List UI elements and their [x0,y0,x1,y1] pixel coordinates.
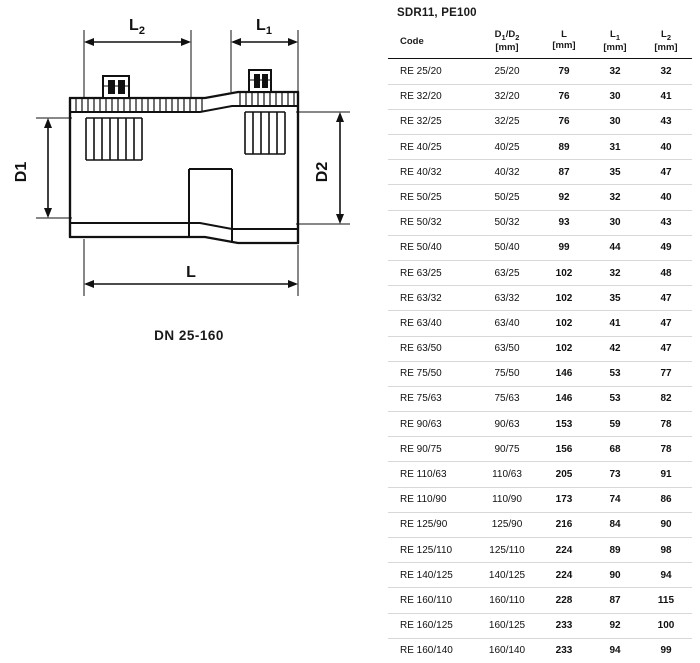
cell-l2: 115 [640,588,692,613]
table-row [388,235,692,260]
cell-l: 228 [538,588,590,613]
cell-l1: 32 [590,260,640,285]
cell-diameter: 50/40 [476,235,538,260]
cell-l1: 92 [590,613,640,638]
table-row [388,59,692,84]
cell-l2: 100 [640,613,692,638]
table-title: SDR11, PE100 [397,7,477,19]
cell-code: RE 90/75 [388,437,476,462]
cell-code: RE 160/140 [400,645,453,657]
cell-diameter: 63/40 [476,311,538,336]
table-row [388,412,692,437]
cell-l1: 42 [590,336,640,361]
cell-l1: 53 [590,386,640,411]
dimension-label-D2: D2 [314,161,331,183]
cell-code: RE 63/40 [388,311,476,336]
cell-l1: 73 [590,462,640,487]
cell-l1: 68 [590,437,640,462]
cell-code: RE 63/50 [388,336,476,361]
cell-diameter: 63/25 [476,260,538,285]
cell-diameter: 110/90 [476,487,538,512]
table-row [388,311,692,336]
cell-l2: 94 [640,563,692,588]
cell-l2: 98 [640,538,692,563]
cell-l2: 40 [640,135,692,160]
cell-code: RE 32/20 [388,84,476,109]
specification-panel [380,0,700,657]
dimension-label-L2: $L_2$ [129,17,145,37]
cell-l2: 91 [640,462,692,487]
column-header-l1 [590,30,640,59]
cell-l2: 78 [640,412,692,437]
cell-l: 76 [538,84,590,109]
table-row [388,386,692,411]
table-row [388,109,692,134]
cell-l: 102 [538,311,590,336]
cell-diameter: 32/25 [476,109,538,134]
cell-l2: 47 [640,160,692,185]
cell-diameter: 40/25 [476,135,538,160]
cell-diameter: 75/63 [476,386,538,411]
cell-l: 79 [538,59,590,84]
specification-table [388,30,692,663]
column-header-l2-label: $L_2$ [661,29,671,42]
dimension-label-D1: D1 [13,161,30,183]
cell-l: 76 [538,109,590,134]
table-row [388,613,692,638]
cell-code: RE 40/25 [388,135,476,160]
table-row [388,210,692,235]
cell-code: RE 160/125 [388,613,476,638]
table-row [388,437,692,462]
cell-diameter: 63/32 [476,286,538,311]
drawing-caption: DN 25-160 [154,328,224,343]
cell-l1: 35 [590,160,640,185]
cell-diameter: 140/125 [476,563,538,588]
cell-l2: 77 [640,361,692,386]
cell-code: RE 110/63 [388,462,476,487]
column-header-diameter [476,30,538,59]
cell-l2: 41 [640,84,692,109]
cell-l: 224 [538,563,590,588]
column-header-l [538,30,590,59]
cell-code: RE 140/125 [388,563,476,588]
cell-diameter: 32/20 [476,84,538,109]
cell-l: 146 [538,386,590,411]
cell-l2: 82 [640,386,692,411]
cell-code: RE 50/40 [388,235,476,260]
cell-code: RE 32/25 [388,109,476,134]
cell-l1: 90 [590,563,640,588]
cell-l2: 48 [640,260,692,285]
cell-diameter: 125/110 [476,538,538,563]
cell-l2: 47 [640,286,692,311]
cell-code: RE 125/90 [388,512,476,537]
cell-code: RE 63/32 [388,286,476,311]
cell-l1: 35 [590,286,640,311]
cell-l2: 40 [640,185,692,210]
cell-l2: 32 [640,59,692,84]
cell-diameter: 75/50 [476,361,538,386]
column-header-l2 [640,30,692,59]
column-header-l1-label: $L_1$ [610,29,620,42]
cell-l: 102 [538,260,590,285]
cell-l2: 47 [640,336,692,361]
cell-code: RE 75/63 [388,386,476,411]
column-header-l-label: L [561,29,567,40]
cell-code: RE 75/50 [388,361,476,386]
cell-l: 205 [538,462,590,487]
cell-l1: 87 [590,588,640,613]
cell-code: RE 90/63 [388,412,476,437]
table-row [388,260,692,285]
cell-l: 146 [538,361,590,386]
cell-l2: 78 [640,437,692,462]
cell-diameter: 50/32 [476,210,538,235]
cell-diameter: 63/50 [476,336,538,361]
table-row [388,538,692,563]
cell-code: RE 110/90 [388,487,476,512]
cell-l1: 89 [590,538,640,563]
cell-l: 216 [538,512,590,537]
cell-diameter: 125/90 [476,512,538,537]
table-row [388,487,692,512]
cell-l: 93 [538,210,590,235]
table-row [388,286,692,311]
table-row [388,512,692,537]
table-header [388,30,692,59]
cell-l2: 99 [660,645,672,657]
cell-code: RE 25/20 [388,59,476,84]
cell-l1: 84 [590,512,640,537]
cell-l1: 32 [590,185,640,210]
cell-l: 99 [538,235,590,260]
cell-diameter: 110/63 [476,462,538,487]
cell-diameter: 40/32 [476,160,538,185]
cell-l: 89 [538,135,590,160]
column-header-code [388,30,476,59]
cell-l: 102 [538,286,590,311]
column-header-diameter-unit: [mm] [495,41,519,53]
cell-l1: 59 [590,412,640,437]
cell-code: RE 125/110 [388,538,476,563]
cell-l1: 32 [590,59,640,84]
cell-l2: 90 [640,512,692,537]
cell-l1: 74 [590,487,640,512]
cell-l1: 30 [590,210,640,235]
cell-l: 233 [538,613,590,638]
cell-l: 156 [538,437,590,462]
cell-l1: 31 [590,135,640,160]
cell-l2: 49 [640,235,692,260]
cell-l2: 43 [640,109,692,134]
table-row [388,462,692,487]
cell-l: 224 [538,538,590,563]
cell-code: RE 160/110 [388,588,476,613]
table-row [388,361,692,386]
cell-diameter: 25/20 [476,59,538,84]
cell-diameter: 160/110 [476,588,538,613]
cell-diameter: 90/63 [476,412,538,437]
column-header-l-unit: [mm] [552,39,576,51]
table-row [388,135,692,160]
cell-l: 102 [538,336,590,361]
table-row [388,84,692,109]
cell-l: 87 [538,160,590,185]
table-row [388,185,692,210]
cell-code: RE 63/25 [388,260,476,285]
cell-l: 233 [555,645,573,657]
cell-diameter: 90/75 [476,437,538,462]
cell-l2: 43 [640,210,692,235]
cell-l2: 86 [640,487,692,512]
dimension-label-L1: $L_1$ [256,17,272,37]
table-row [388,336,692,361]
table-row [388,563,692,588]
cell-code: RE 50/32 [388,210,476,235]
cell-l1: 94 [609,645,621,657]
table-body [388,59,692,663]
table-row [388,160,692,185]
table-row [388,588,692,613]
cell-l1: 30 [590,84,640,109]
cell-l1: 30 [590,109,640,134]
column-header-l2-unit: [mm] [654,41,678,53]
column-header-code-label: Code [400,36,424,47]
cell-code: RE 50/25 [388,185,476,210]
cell-l: 92 [538,185,590,210]
cell-diameter: 160/125 [476,613,538,638]
cell-l2: 47 [640,311,692,336]
cell-code: RE 40/32 [388,160,476,185]
dimension-label-L: L [186,264,196,281]
cell-diameter: 160/140 [488,645,526,657]
column-header-diameter-label: $D_1/D_2$ [494,29,520,42]
cell-l1: 44 [590,235,640,260]
cell-l1: 41 [590,311,640,336]
cell-l1: 53 [590,361,640,386]
cell-l: 153 [538,412,590,437]
cell-l: 173 [538,487,590,512]
column-header-l1-unit: [mm] [603,41,627,53]
reducer-cross-section-svg [0,0,378,360]
table-row [388,638,692,663]
cell-diameter: 50/25 [476,185,538,210]
